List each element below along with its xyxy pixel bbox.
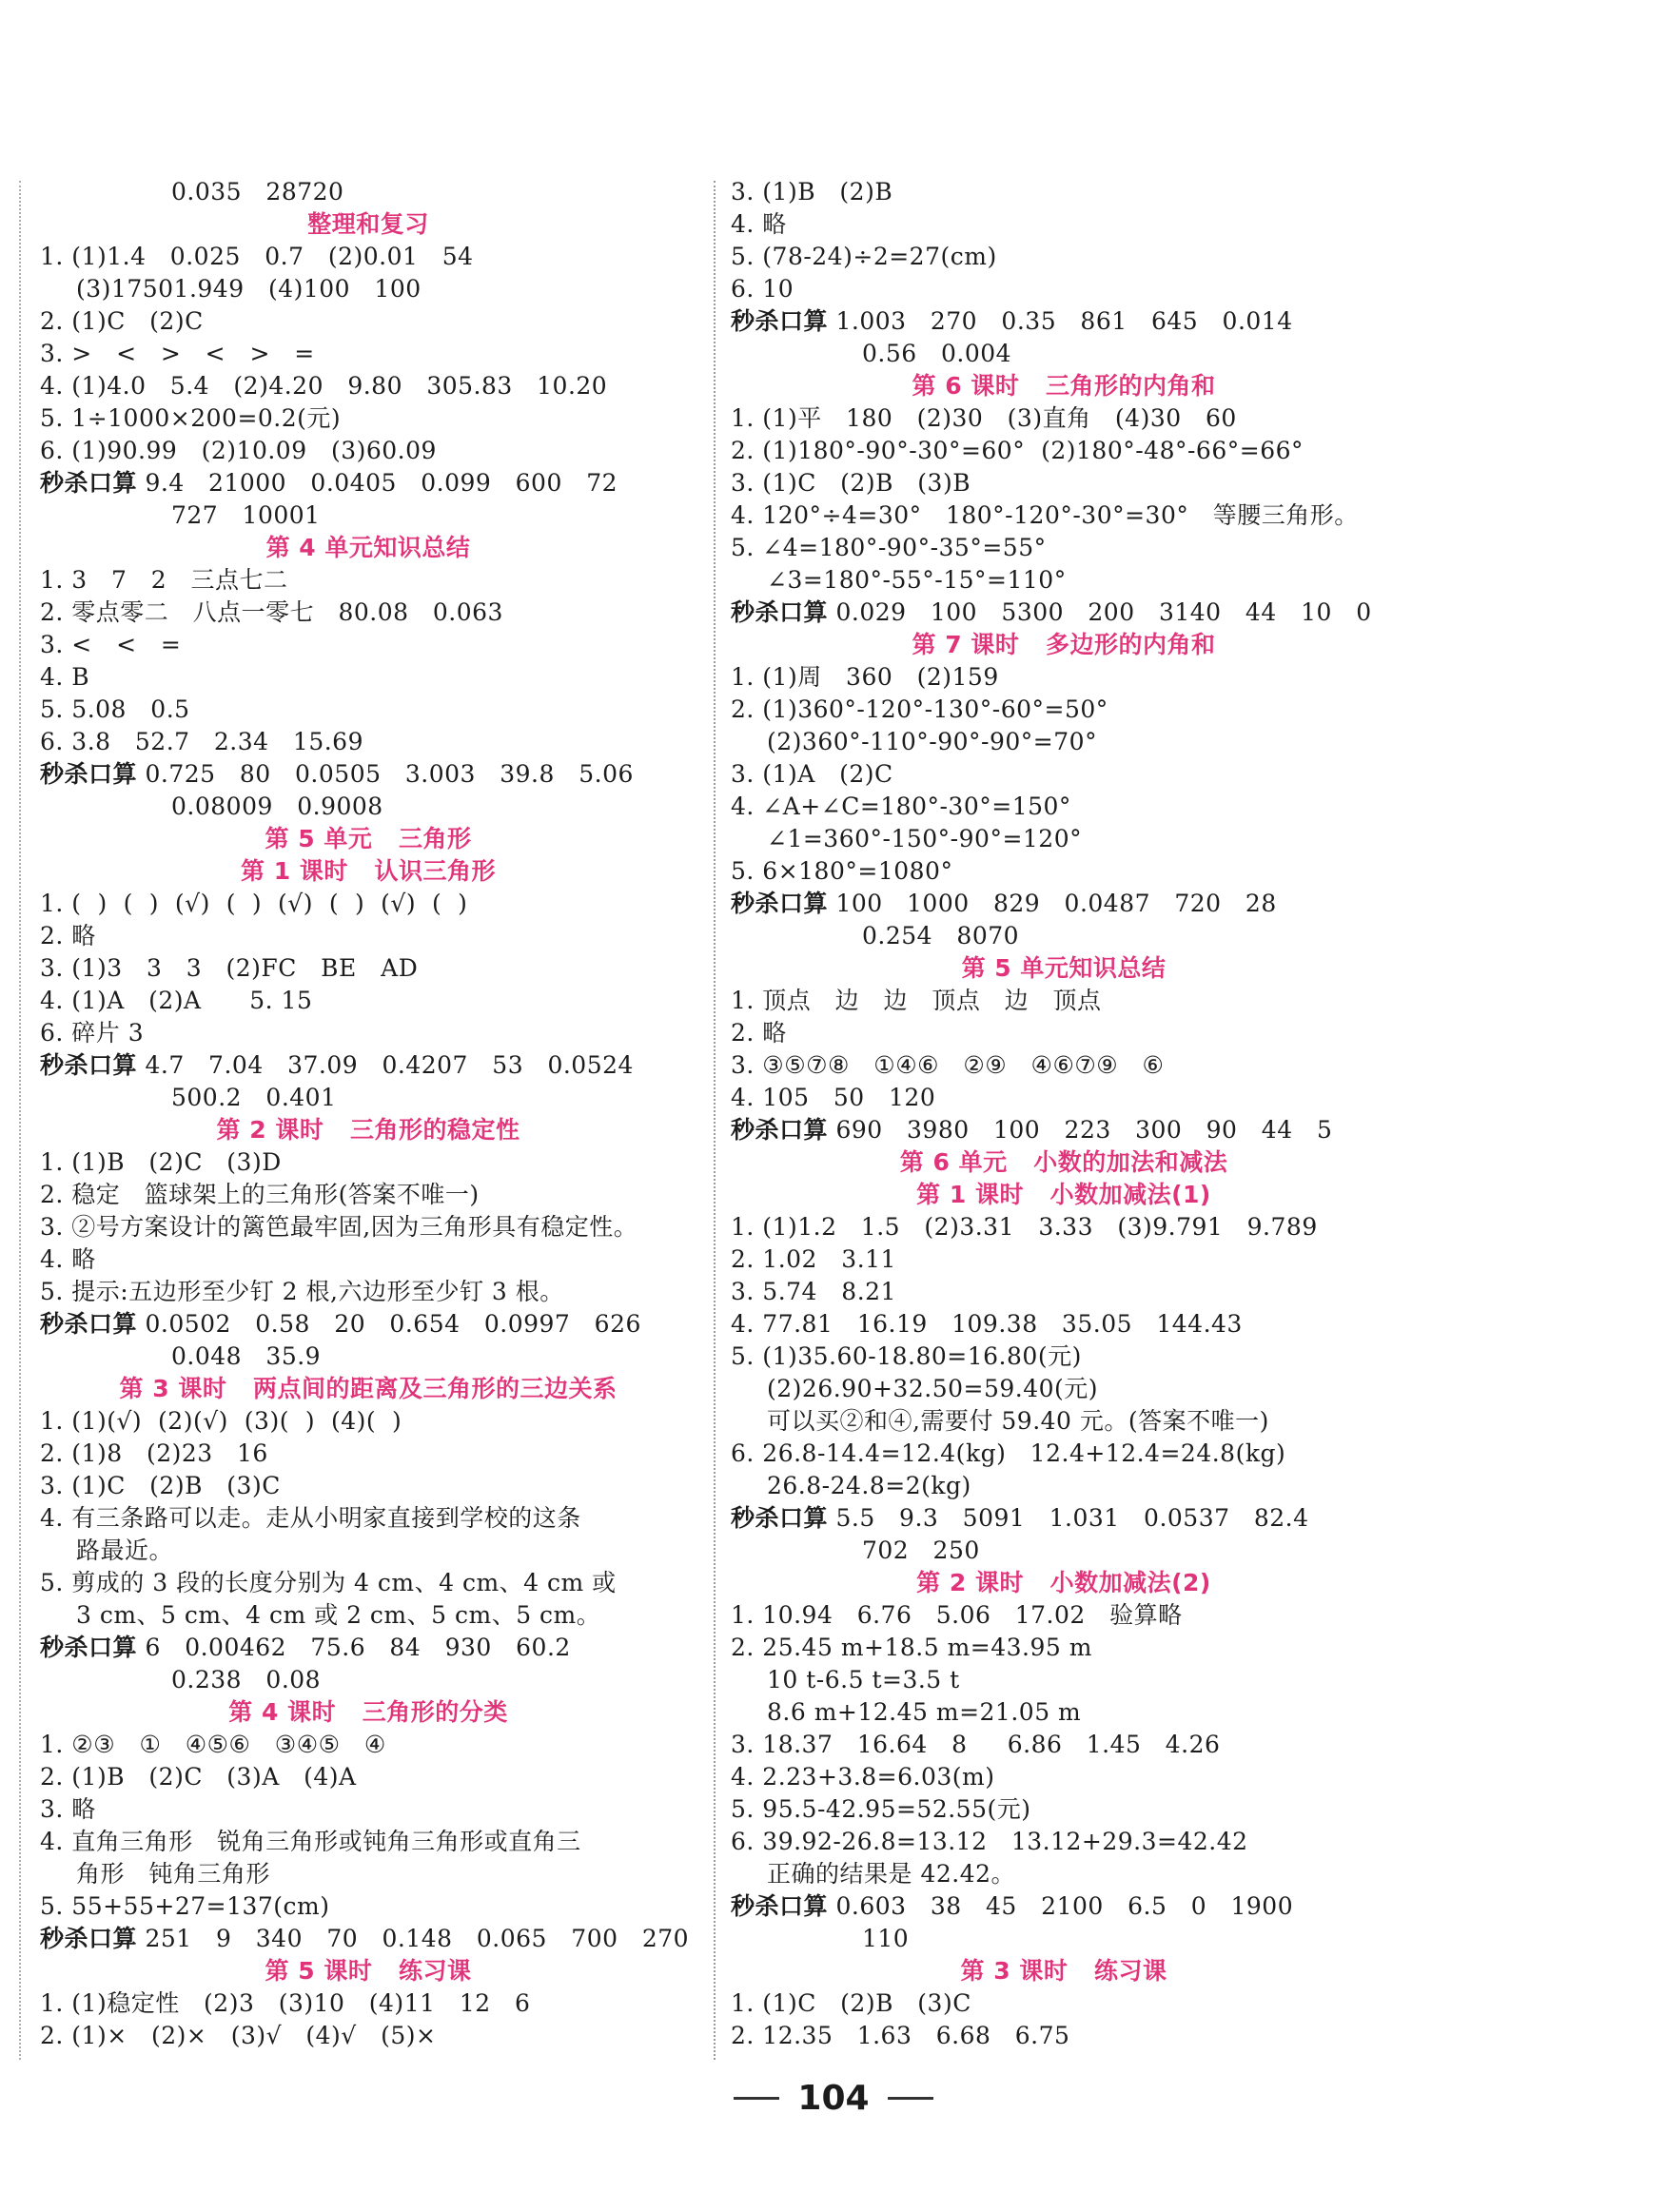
answer-line: 3. > < > < > = — [40, 340, 315, 367]
answer-line: 2. 25.45 m+18.5 m=43.95 m — [731, 1634, 1092, 1661]
answer-line: 1. (1)稳定性 (2)3 (3)10 (4)11 12 6 — [40, 1989, 531, 2017]
answer-line: 1. 顶点 边 边 顶点 边 顶点 — [731, 987, 1102, 1014]
mental-math-label: 秒杀口算 — [40, 760, 138, 788]
answer-line: 2. (1)8 (2)23 16 — [40, 1439, 268, 1467]
answer-line: 702 250 — [862, 1537, 980, 1564]
answer-line: 2. 略 — [40, 922, 96, 949]
answer-line: 5. 1÷1000×200=0.2(元) — [40, 404, 342, 432]
answer-line: 500.2 0.401 — [171, 1084, 337, 1111]
answer-line: 2. (1)180°-90°-30°=60° (2)180°-48°-66°=66° — [731, 437, 1304, 464]
answer-line: 4. B — [40, 663, 90, 691]
answer-line: 5. 提示:五边形至少钉 2 根,六边形至少钉 3 根。 — [40, 1278, 564, 1305]
answer-line: 4. 2.23+3.8=6.03(m) — [731, 1763, 995, 1791]
mental-math-answers: 0.029 100 5300 200 3140 44 10 0 — [828, 598, 1372, 626]
answer-line: 10 t-6.5 t=3.5 t — [767, 1666, 960, 1693]
page-number: 104 — [797, 2079, 870, 2118]
answer-line: 3. (1)3 3 3 (2)FC BE AD — [40, 954, 419, 982]
answer-line: 5. 剪成的 3 段的长度分别为 4 cm、4 cm、4 cm 或 — [40, 1569, 617, 1596]
mental-math-label: 秒杀口算 — [731, 1892, 829, 1920]
section-heading: 第 3 课时 练习课 — [960, 1957, 1167, 1985]
mental-math-row — [731, 888, 1397, 920]
column-divider — [714, 181, 716, 2060]
answer-line: (2)26.90+32.50=59.40(元) — [767, 1375, 1099, 1402]
section-heading: 第 1 课时 认识三角形 — [241, 857, 496, 885]
mental-math-answers: 5.5 9.3 5091 1.031 0.0537 82.4 — [828, 1504, 1309, 1532]
answer-line: 4. 有三条路可以走。走从小明家直接到学校的这条 — [40, 1504, 581, 1532]
answer-line: 26.8-24.8=2(kg) — [767, 1472, 971, 1499]
mental-math-row — [40, 1632, 696, 1664]
answer-line: 5. 6×180°=1080° — [731, 857, 953, 885]
mental-math-label: 秒杀口算 — [40, 469, 138, 497]
mental-math-label: 秒杀口算 — [731, 1504, 829, 1532]
answer-line: 2. 略 — [731, 1019, 787, 1047]
mental-math-answers: 0.0502 0.58 20 0.654 0.0997 626 — [137, 1310, 641, 1338]
mental-math-label: 秒杀口算 — [40, 1925, 138, 1952]
answer-line: 6. 碎片 3 — [40, 1019, 145, 1047]
answer-line: 8.6 m+12.45 m=21.05 m — [767, 1698, 1082, 1726]
answer-line: 4. 77.81 16.19 109.38 35.05 144.43 — [731, 1310, 1243, 1338]
answer-line: 4. 略 — [731, 210, 787, 238]
answer-line: (2)360°-110°-90°-90°=70° — [767, 728, 1098, 755]
footer-dash-left — [734, 2097, 779, 2100]
mental-math-answers: 4.7 7.04 37.09 0.4207 53 0.0524 — [137, 1051, 634, 1079]
answer-line: 1. 3 7 2 三点七二 — [40, 566, 288, 594]
answer-line: 4. 略 — [40, 1245, 96, 1273]
section-heading: 第 2 课时 小数加减法(2) — [916, 1569, 1211, 1596]
mental-math-answers: 690 3980 100 223 300 90 44 5 — [828, 1116, 1333, 1144]
answer-line: 正确的结果是 42.42。 — [767, 1860, 1016, 1888]
footer-dash-right — [888, 2097, 933, 2100]
mental-math-answers: 9.4 21000 0.0405 0.099 600 72 — [137, 469, 618, 497]
answer-line: 5. ∠4=180°-90°-35°=55° — [731, 534, 1047, 561]
answer-line: 2. (1)B (2)C (3)A (4)A — [40, 1763, 357, 1791]
answer-line: 5. (1)35.60-18.80=16.80(元) — [731, 1342, 1082, 1370]
answer-line: 4. (1)4.0 5.4 (2)4.20 9.80 305.83 10.20 — [40, 372, 608, 400]
mental-math-answers: 0.725 80 0.0505 3.003 39.8 5.06 — [137, 760, 634, 788]
answer-line: 1. (1)1.2 1.5 (2)3.31 3.33 (3)9.791 9.789 — [731, 1213, 1318, 1241]
left-margin-rule — [19, 181, 21, 2060]
mental-math-label: 秒杀口算 — [731, 307, 829, 335]
section-heading: 第 5 单元 三角形 — [265, 825, 472, 852]
answer-line: 2. 1.02 3.11 — [731, 1245, 896, 1273]
answer-line: 3. ③⑤⑦⑧ ①④⑥ ②⑨ ④⑥⑦⑨ ⑥ — [731, 1051, 1165, 1079]
answer-line: 路最近。 — [76, 1537, 174, 1564]
answer-line: 可以买②和④,需要付 59.40 元。(答案不唯一) — [767, 1407, 1269, 1435]
answer-line: 3. (1)C (2)B (3)C — [40, 1472, 281, 1499]
answer-line: 3. 5.74 8.21 — [731, 1278, 896, 1305]
mental-math-answers: 6 0.00462 75.6 84 930 60.2 — [137, 1634, 571, 1661]
mental-math-row — [731, 305, 1397, 338]
answer-line: 3. < < = — [40, 631, 182, 658]
mental-math-row — [731, 1114, 1397, 1146]
answer-line: 3. (1)A (2)C — [731, 760, 893, 788]
answer-line: 0.035 28720 — [171, 178, 344, 206]
mental-math-row — [40, 758, 696, 791]
section-heading: 整理和复习 — [307, 210, 429, 238]
answer-line: 3. 略 — [40, 1795, 96, 1823]
section-heading: 第 3 课时 两点间的距离及三角形的三边关系 — [119, 1375, 618, 1402]
section-heading: 第 5 单元知识总结 — [961, 954, 1167, 982]
answer-line: 5. (78-24)÷2=27(cm) — [731, 243, 997, 270]
answer-line: 4. 120°÷4=30° 180°-120°-30°=30° 等腰三角形。 — [731, 501, 1359, 529]
answer-line: 1. (1)(√) (2)(√) (3)( ) (4)( ) — [40, 1407, 402, 1435]
answer-column-left — [40, 176, 696, 2052]
answer-line: 2. 稳定 篮球架上的三角形(答案不唯一) — [40, 1181, 480, 1208]
answer-column-right — [731, 176, 1397, 2052]
answer-line: 2. 零点零二 八点一零七 80.08 0.063 — [40, 598, 503, 626]
answer-line: 1. (1)周 360 (2)159 — [731, 663, 999, 691]
mental-math-row — [40, 1308, 696, 1341]
answer-line: 1. (1)B (2)C (3)D — [40, 1148, 282, 1176]
answer-line: 4. 直角三角形 锐角三角形或钝角三角形或直角三 — [40, 1828, 581, 1855]
answer-line: 3 cm、5 cm、4 cm 或 2 cm、5 cm、5 cm。 — [76, 1601, 601, 1629]
answer-line: 角形 钝角三角形 — [76, 1860, 270, 1888]
mental-math-label: 秒杀口算 — [40, 1310, 138, 1338]
answer-line: 5. 5.08 0.5 — [40, 695, 190, 723]
mental-math-row — [40, 467, 696, 499]
answer-line: 6. 3.8 52.7 2.34 15.69 — [40, 728, 363, 755]
mental-math-answers: 100 1000 829 0.0487 720 28 — [828, 890, 1277, 917]
answer-line: 1. ( ) ( ) (√) ( ) (√) ( ) (√) ( ) — [40, 890, 468, 917]
mental-math-answers: 0.603 38 45 2100 6.5 0 1900 — [828, 1892, 1294, 1920]
answer-line: 727 10001 — [171, 501, 321, 529]
answer-line: 6. (1)90.99 (2)10.09 (3)60.09 — [40, 437, 437, 464]
mental-math-row — [731, 597, 1397, 629]
answer-line: 5. 55+55+27=137(cm) — [40, 1892, 330, 1920]
answer-line: 2. (1)× (2)× (3)√ (4)√ (5)× — [40, 2022, 437, 2049]
answer-line: 110 — [862, 1925, 910, 1952]
page-footer — [0, 2079, 1667, 2118]
answer-line: 1. (1)平 180 (2)30 (3)直角 (4)30 60 — [731, 404, 1237, 432]
answer-line: 3. ②号方案设计的篱笆最牢固,因为三角形具有稳定性。 — [40, 1213, 638, 1241]
answer-line: 2. (1)C (2)C — [40, 307, 204, 335]
mental-math-answers: 1.003 270 0.35 861 645 0.014 — [828, 307, 1293, 335]
answer-line: 6. 26.8-14.4=12.4(kg) 12.4+12.4=24.8(kg) — [731, 1439, 1286, 1467]
answer-line: 6. 10 — [731, 275, 794, 303]
section-heading: 第 7 课时 多边形的内角和 — [912, 631, 1216, 658]
mental-math-label: 秒杀口算 — [40, 1051, 138, 1079]
answer-line: 6. 39.92-26.8=13.12 13.12+29.3=42.42 — [731, 1828, 1248, 1855]
mental-math-row — [731, 1502, 1397, 1535]
mental-math-label: 秒杀口算 — [731, 890, 829, 917]
section-heading: 第 6 课时 三角形的内角和 — [912, 372, 1216, 400]
answer-line: 4. ∠A+∠C=180°-30°=150° — [731, 793, 1071, 820]
answer-line: 0.048 35.9 — [171, 1342, 322, 1370]
section-heading: 第 1 课时 小数加减法(1) — [916, 1181, 1211, 1208]
answer-line: 1. (1)C (2)B (3)C — [731, 1989, 971, 2017]
answer-line: 0.238 0.08 — [171, 1666, 322, 1693]
answer-line: 0.56 0.004 — [862, 340, 1012, 367]
mental-math-label: 秒杀口算 — [731, 598, 829, 626]
section-heading: 第 4 单元知识总结 — [265, 534, 471, 561]
mental-math-row — [731, 1890, 1397, 1923]
answer-line: 2. 12.35 1.63 6.68 6.75 — [731, 2022, 1070, 2049]
section-heading: 第 4 课时 三角形的分类 — [228, 1698, 508, 1726]
mental-math-row — [40, 1923, 696, 1955]
answer-line: 1. (1)1.4 0.025 0.7 (2)0.01 54 — [40, 243, 474, 270]
answer-line: 0.08009 0.9008 — [171, 793, 383, 820]
answer-line: ∠3=180°-55°-15°=110° — [767, 566, 1067, 594]
mental-math-row — [40, 1049, 696, 1082]
answer-line: 3. (1)C (2)B (3)B — [731, 469, 971, 497]
answer-line: 2. (1)360°-120°-130°-60°=50° — [731, 695, 1108, 723]
section-heading: 第 6 单元 小数的加法和减法 — [899, 1148, 1228, 1176]
answer-line: 4. (1)A (2)A 5. 15 — [40, 987, 313, 1014]
section-heading: 第 5 课时 练习课 — [265, 1957, 472, 1985]
mental-math-label: 秒杀口算 — [731, 1116, 829, 1144]
mental-math-label: 秒杀口算 — [40, 1634, 138, 1661]
answer-line: 4. 105 50 120 — [731, 1084, 936, 1111]
answer-line: 3. (1)B (2)B — [731, 178, 893, 206]
mental-math-answers: 251 9 340 70 0.148 0.065 700 270 — [137, 1925, 690, 1952]
answer-line: 3. 18.37 16.64 8 6.86 1.45 4.26 — [731, 1731, 1221, 1758]
answer-line: 5. 95.5-42.95=52.55(元) — [731, 1795, 1031, 1823]
answer-line: (3)17501.949 (4)100 100 — [76, 275, 422, 303]
answer-line: 1. ②③ ① ④⑤⑥ ③④⑤ ④ — [40, 1731, 386, 1758]
answer-line: ∠1=360°-150°-90°=120° — [767, 825, 1083, 852]
answer-line: 0.254 8070 — [862, 922, 1020, 949]
answer-line: 1. 10.94 6.76 5.06 17.02 验算略 — [731, 1601, 1183, 1629]
section-heading: 第 2 课时 三角形的稳定性 — [216, 1116, 520, 1144]
